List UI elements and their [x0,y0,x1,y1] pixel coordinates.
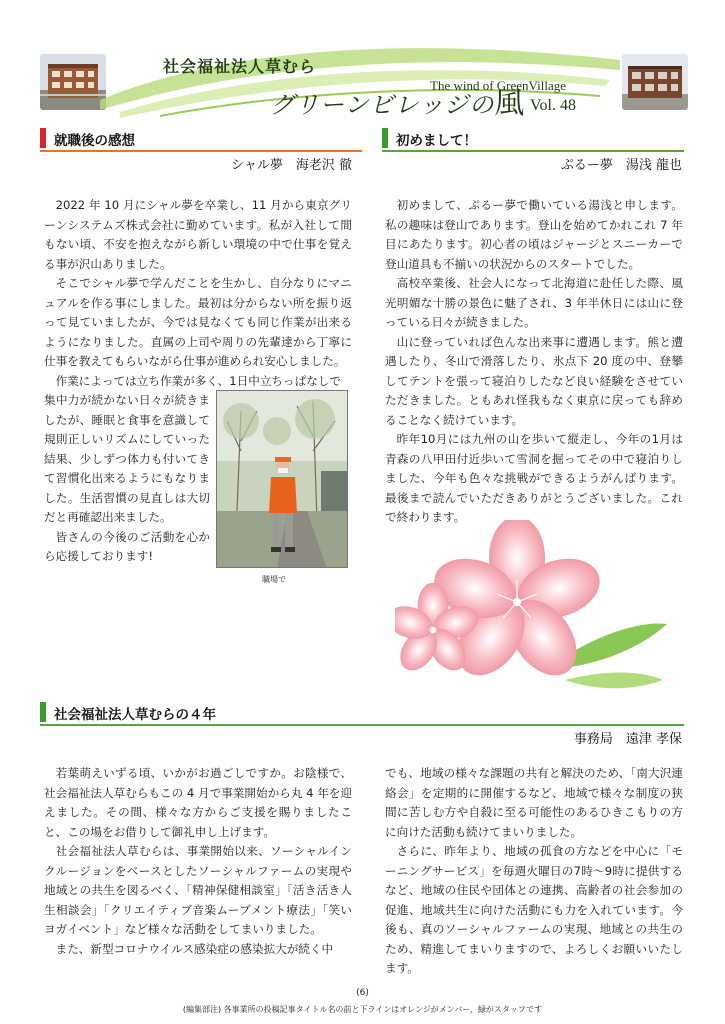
article1-paragraph: 作業によっては立ち作業が多く、1日中立ちっぱなしで [55,373,341,388]
article1-paragraph: そこでシャル夢で学んだことを生かし、自分なりにマニュアルを作る事にしました。最初は分からない所を振り返って見ていましたが、今では見なくても同じ作業が出来るようになりました。直属の上司や周りの先輩達から丁寧に仕事を教えてもらいながら仕事が進められ安心しました。 [44,276,352,368]
page-number: (6) [356,988,369,998]
article3-title: 社会福祉法人草むらの４年 [54,707,216,723]
article2-body [385,196,683,528]
photo-caption: 職場で [262,575,286,584]
article3-paragraph: 若葉萌えいずる頃、いかがお過ごしですか。お陰様で、社会福祉法人草むらもこの 4 月で事業開始から丸 4 年を迎えました。その間、様々な方からご支援を賜りましたこと、この場をお借りして御礼申し上げます。 [44,766,352,839]
article1-heading [40,126,362,152]
newsletter-title-kanji: 風 [494,86,526,121]
article3-byline: 事務局 遠津 孝保 [573,732,682,747]
building-photo-left [40,54,106,110]
article2-paragraph: 昨年10月には九州の山を歩いて縦走し、今年の1月は青森の八甲田付近歩いて雪洞を掘ってその中で寝泊りしました、今年も色々な挑戦ができるようがんばります。最後まで読んでいただきありがとうございました。これで終わります。 [385,432,683,524]
article3-paragraph: また、新型コロナウイルス感染症の感染拡大が続く中 [55,941,334,956]
article3-column1 [44,764,352,959]
volume-number: Vol. 48 [530,97,576,114]
article2-byline: ぷるー夢 湯浅 龍也 [560,158,682,173]
article2-title: 初めまして！ [396,133,477,149]
cherry-blossom-illustration [395,520,675,700]
article1-heading-bar [40,128,46,148]
article1-body [44,196,352,391]
newsletter-subtitle: The wind of GreenVillage [430,78,567,93]
article3-paragraph: 社会福祉法人草むらは、事業開始以来、ソーシャルインクルージョンをベースとしたソーシャルファームの実現や地域との共生を図るべく、「精神保健相談室」「活き活き人生相談会」「クリエイティブ音楽ムーブメント療法」「笑いヨガイベント」など様々な活動をしてまいりました。 [44,844,352,936]
article3-column2 [385,764,683,979]
article1-paragraph: 2022 年 10 月にシャル夢を卒業し、11 月から東京グリーンシステムズ株式会社に勤めています。私が入社して間もない頃、不安を抱えながら新しい環境の中で仕事を覚える事が沢山ありました。 [44,198,352,271]
org-name: 社会福祉法人草むら [163,57,317,76]
editor-note: (編集部注) 各事業所の投稿記事タイトル名の前と下ラインはオレンジがメンバー、緑がスタッフです [182,1005,543,1014]
masthead [0,0,725,120]
article3-paragraph: でも、地域の様々な課題の共有と解決のため、「南大沢連絡会」を定期的に開催するなど、地域で様々な制度の狭間に苦しむ方や自殺に至る可能性のあるひきこもりの方に向けた活動も続けてまいりました。 [385,766,683,839]
article3-heading [40,700,684,726]
article1-title: 就職後の感想 [54,133,135,149]
article1-paragraph: 皆さんの今後のご活動を心から応援しております! [44,529,210,563]
article3-paragraph: さらに、昨年より、地域の孤食の方などを中心に「モーニングサービス」を毎週火曜日の7時〜9時に提供するなど、地域の住民や団体との連携、高齢者の社会参加の促進、地域共生に向けた活動にも力を入れています。今後も、真のソーシャルファームの実現、地域との共生のため、精進してまいりますので、よろしくお願いいたします。 [385,844,683,975]
newsletter-title-prefix: グリーンビレッジの [270,91,495,119]
article1-paragraph: 集中力が続かない日々が続きましたが、睡眠と食事を意識して規則正しいリズムにしていった結果、少しずつ体力も付いてきて習慣化出来るようにもなりました。生活習慣の見直しは大切だと再確認出来ました。 [44,393,210,524]
article2-paragraph: 山に登っていれば色んな出来事に遭遇します。熊と遭遇したり、冬山で滑落したり、氷点下 20 度の中、登攀してテントを張って寝泊りしたなど良い経験をさせていただきました。ともあれ怪我もなく東京に戻っても辞めることなく続けています。 [385,334,683,427]
article1-byline: シャル夢 海老沢 徹 [231,158,352,173]
article2-paragraph: 高校卒業後、社会人になって北海道に赴任した際、風光明媚な十勝の景色に魅了され、3 年半休日には山に登っている日々が続きました。 [385,276,683,329]
building-photo-right [622,54,688,110]
article2-paragraph: 初めまして、ぷるー夢で働いている湯浅と申します。私の趣味は登山であります。登山を始めてかれこれ 7 年目にあたります。初心者の頃はジャージとスニーカーで登山道具も不揃いの状況からのスタートでした。 [385,198,683,271]
article1-body-wrapped [44,391,210,567]
workplace-photo [216,390,348,568]
article2-heading-bar [382,128,388,148]
article2-heading [382,126,684,152]
article3-heading-bar [40,702,46,722]
